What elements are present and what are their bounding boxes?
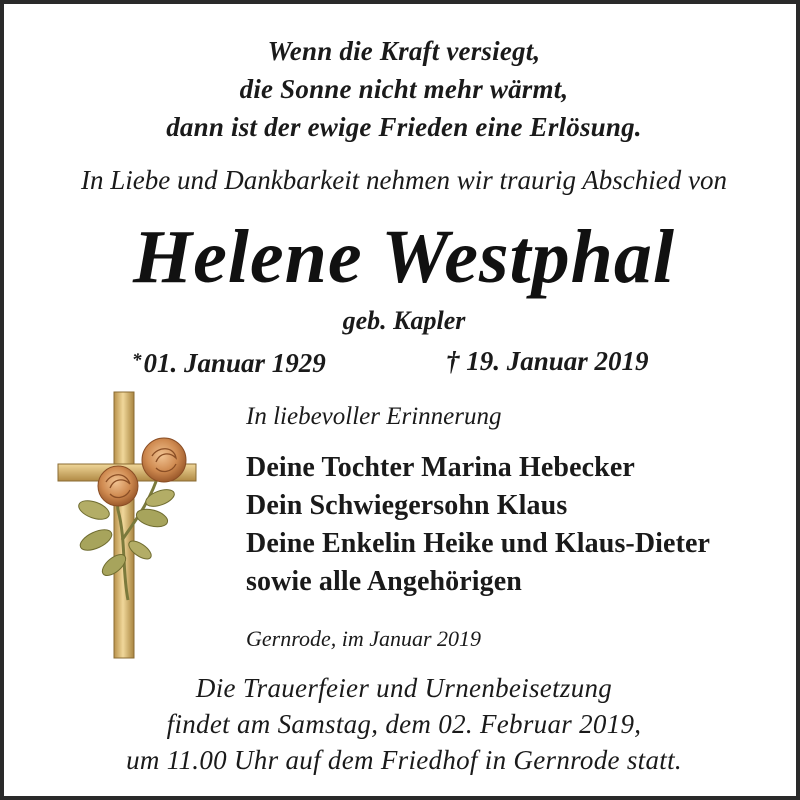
mourner-line: Dein Schwiegersohn Klaus xyxy=(246,490,568,521)
poem-line: Wenn die Kraft versiegt, xyxy=(267,36,541,66)
poem-line: die Sonne nicht mehr wärmt, xyxy=(239,74,569,104)
poem xyxy=(4,32,800,146)
poem-line: dann ist der ewige Frieden eine Erlösung. xyxy=(166,112,642,142)
life-dates xyxy=(4,343,800,379)
funeral-line: um 11.00 Uhr auf dem Friedhof in Gernrode statt. xyxy=(126,745,682,775)
death-date: † 19. Januar 2019 xyxy=(446,346,649,376)
funeral-line: findet am Samstag, dem 02. Februar 2019, xyxy=(166,709,642,739)
birth-date: 01. Januar 1929 xyxy=(143,348,326,378)
funeral-line: Die Trauerfeier und Urnenbeisetzung xyxy=(195,673,613,703)
deceased-name: Helene Westphal xyxy=(132,215,676,299)
birth-star-icon: * xyxy=(132,350,142,371)
mourner-line: Deine Tochter Marina Hebecker xyxy=(246,452,635,483)
maiden-name: geb. Kapler xyxy=(342,306,466,335)
place-and-date: Gernrode, im Januar 2019 xyxy=(246,626,482,651)
mourner-line: Deine Enkelin Heike und Klaus-Dieter xyxy=(246,528,711,559)
mourner-line: sowie alle Angehörigen xyxy=(246,566,522,597)
farewell-intro: In Liebe und Dankbarkeit nehmen wir traurig Abschied von xyxy=(81,165,727,195)
funeral-details xyxy=(4,670,800,778)
in-memory-heading: In liebevoller Erinnerung xyxy=(246,403,502,430)
birth-date-group xyxy=(132,343,326,381)
cross-with-roses-icon xyxy=(56,390,201,662)
mourners-list xyxy=(246,449,710,601)
